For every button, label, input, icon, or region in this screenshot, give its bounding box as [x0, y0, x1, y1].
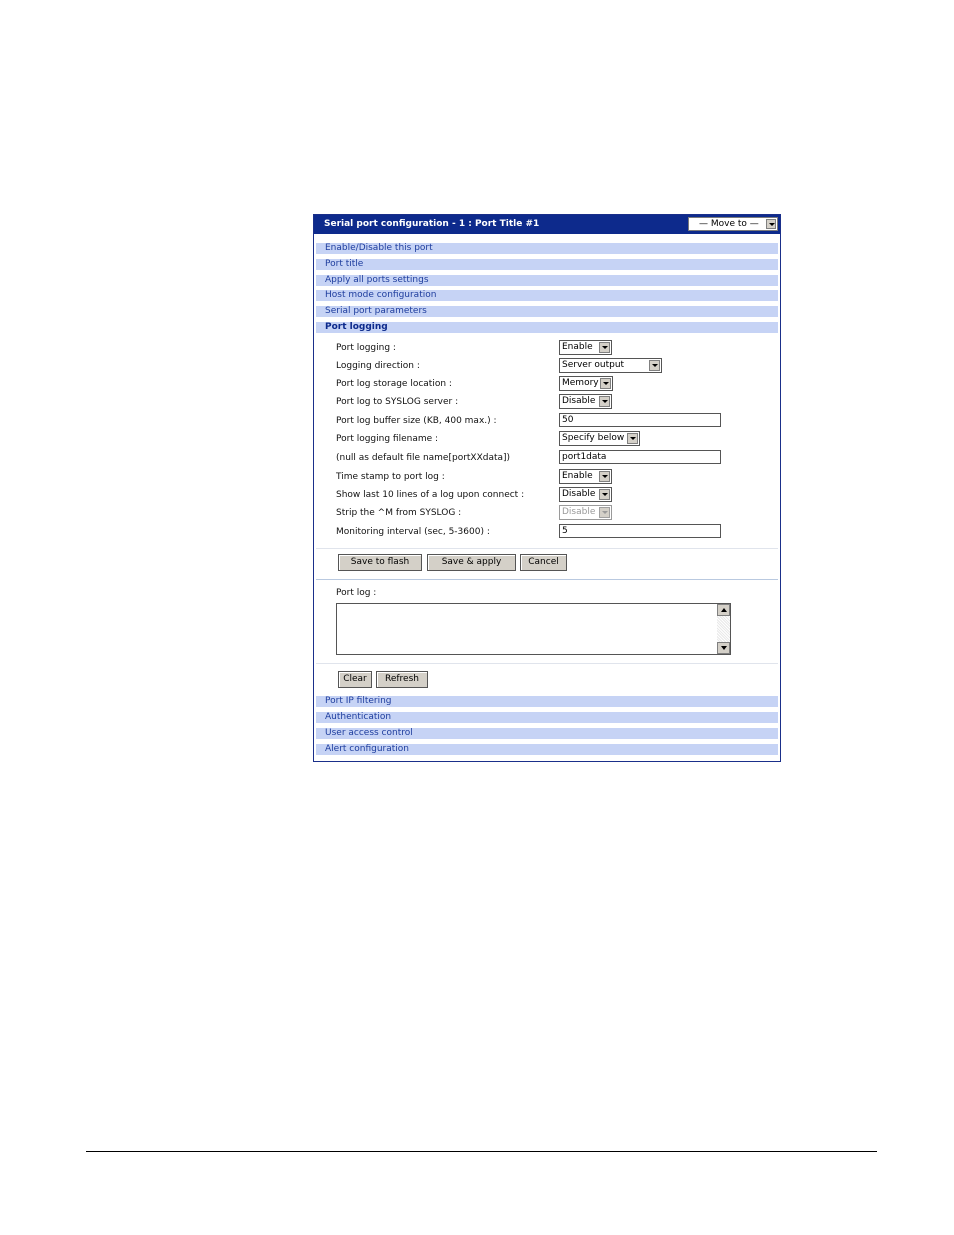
chevron-down-icon[interactable] [599, 396, 610, 407]
monitoring-interval-input[interactable]: 5 [559, 524, 721, 538]
timestamp-label: Time stamp to port log : [336, 472, 445, 482]
timestamp-select[interactable] [559, 469, 612, 484]
storage-location-select[interactable] [559, 376, 613, 391]
section-authentication[interactable] [316, 712, 778, 723]
section-label[interactable]: Enable/Disable this port [325, 243, 433, 253]
buffer-size-input[interactable]: 50 [559, 413, 721, 427]
section-alert-configuration[interactable] [316, 744, 778, 755]
refresh-button[interactable]: Refresh [376, 671, 428, 688]
section-label[interactable]: Port title [325, 259, 364, 269]
select-value: Memory [562, 378, 599, 388]
divider [316, 579, 778, 580]
panel-titlebar [314, 215, 780, 234]
select-value: Specify below [562, 433, 625, 443]
clear-button[interactable]: Clear [338, 671, 372, 688]
chevron-down-icon[interactable] [599, 342, 610, 353]
chevron-down-icon[interactable] [766, 219, 776, 229]
buffer-size-label: Port log buffer size (KB, 400 max.) : [336, 416, 497, 426]
scroll-up-icon[interactable] [717, 604, 730, 616]
section-enable-disable-port[interactable] [316, 243, 778, 254]
cancel-button[interactable]: Cancel [520, 554, 567, 571]
syslog-server-select[interactable] [559, 394, 612, 409]
section-label[interactable]: Serial port parameters [325, 306, 427, 316]
strip-m-label: Strip the ^M from SYSLOG : [336, 508, 462, 518]
syslog-server-label: Port log to SYSLOG server : [336, 397, 459, 407]
divider [316, 548, 778, 549]
chevron-down-icon[interactable] [649, 360, 660, 371]
select-value: Server output [562, 360, 625, 370]
show-last-lines-select[interactable] [559, 487, 612, 502]
save-to-flash-button[interactable]: Save to flash [338, 554, 422, 571]
select-value: Disable [562, 489, 596, 499]
logging-direction-label: Logging direction : [336, 361, 420, 371]
section-label[interactable]: Port IP filtering [325, 696, 392, 706]
move-to-value: — Move to — [699, 219, 759, 229]
filename-input[interactable]: port1data [559, 450, 721, 464]
section-label[interactable]: Port logging [325, 322, 388, 332]
logging-direction-select[interactable] [559, 358, 662, 373]
section-label[interactable]: User access control [325, 728, 413, 738]
page-footer-rule [86, 1151, 877, 1152]
monitoring-interval-label: Monitoring interval (sec, 5-3600) : [336, 527, 490, 537]
divider [316, 663, 778, 664]
section-serial-port-params[interactable] [316, 306, 778, 317]
section-label[interactable]: Apply all ports settings [325, 275, 429, 285]
chevron-down-icon[interactable] [599, 489, 610, 500]
port-logging-select[interactable] [559, 340, 612, 355]
chevron-down-icon [599, 507, 610, 518]
panel-title: Serial port configuration - 1 : Port Title #1 [324, 219, 540, 229]
scroll-down-icon[interactable] [717, 642, 730, 654]
port-logging-label: Port logging : [336, 343, 396, 353]
select-value: Disable [562, 396, 596, 406]
section-label[interactable]: Alert configuration [325, 744, 409, 754]
section-port-title[interactable] [316, 259, 778, 270]
storage-location-label: Port log storage location : [336, 379, 452, 389]
chevron-down-icon[interactable] [599, 471, 610, 482]
section-label[interactable]: Authentication [325, 712, 392, 722]
serial-port-config-panel [313, 214, 781, 762]
logging-filename-select[interactable] [559, 431, 640, 446]
port-log-scrollbar[interactable] [717, 604, 730, 654]
section-apply-all-ports[interactable] [316, 275, 778, 286]
section-label[interactable]: Host mode configuration [325, 290, 437, 300]
logging-filename-label: Port logging filename : [336, 434, 439, 444]
show-last-lines-label: Show last 10 lines of a log upon connect : [336, 490, 525, 500]
port-log-textarea[interactable] [336, 603, 731, 655]
strip-m-select [559, 505, 612, 520]
chevron-down-icon[interactable] [627, 433, 638, 444]
select-value: Disable [562, 507, 596, 517]
section-port-ip-filtering[interactable] [316, 696, 778, 707]
chevron-down-icon[interactable] [600, 378, 611, 389]
select-value: Enable [562, 471, 593, 481]
move-to-select[interactable] [688, 217, 778, 231]
section-host-mode[interactable] [316, 290, 778, 301]
port-log-label: Port log : [336, 588, 377, 598]
filename-hint-label: (null as default file name[portXXdata]) [336, 453, 511, 463]
section-user-access-control[interactable] [316, 728, 778, 739]
select-value: Enable [562, 342, 593, 352]
section-port-logging[interactable] [316, 322, 778, 333]
save-apply-button[interactable]: Save & apply [427, 554, 516, 571]
